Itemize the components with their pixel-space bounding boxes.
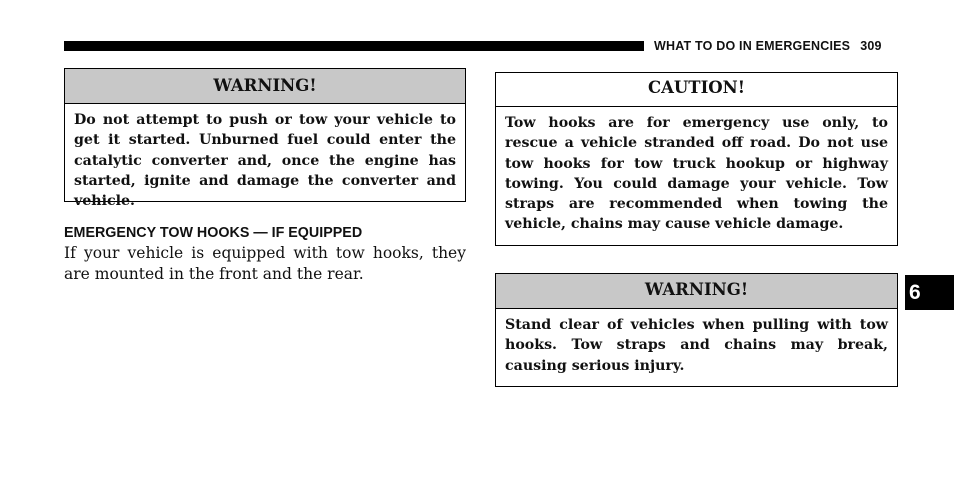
warning-title: WARNING! (496, 274, 897, 309)
header-section-title: WHAT TO DO IN EMERGENCIES (654, 39, 851, 53)
warning-body: Do not attempt to push or tow your vehicle to get it started. Unburned fuel could enter the catalytic converter and, once the engine has started, ignite and damage the converter and vehicle. (74, 112, 456, 210)
page-number: 309 (860, 39, 882, 53)
caution-box-tow-hooks (495, 72, 898, 246)
section-heading: EMERGENCY TOW HOOKS — IF EQUIPPED (64, 225, 363, 241)
warning-body: Stand clear of vehicles when pulling with tow hooks. Tow straps and chains may break, causing serious injury. (505, 317, 888, 374)
warning-box-push-start (64, 68, 466, 210)
running-header (654, 38, 882, 54)
section-body-text: If your vehicle is equipped with tow hooks, they are mounted in the front and the rear. (64, 244, 466, 283)
chapter-tab: 6 (905, 275, 954, 310)
warning-title: WARNING! (65, 69, 465, 104)
caution-title: CAUTION! (496, 73, 897, 107)
header-rule (64, 41, 644, 51)
warning-box-stand-clear (495, 273, 898, 387)
caution-body: Tow hooks are for emergency use only, to rescue a vehicle stranded off road. Do not use tow hooks for tow truck hookup or highway towing. You could damage your vehicle. Tow straps are recommended when towing the vehicle, chains may cause vehicle damage. (505, 115, 888, 233)
